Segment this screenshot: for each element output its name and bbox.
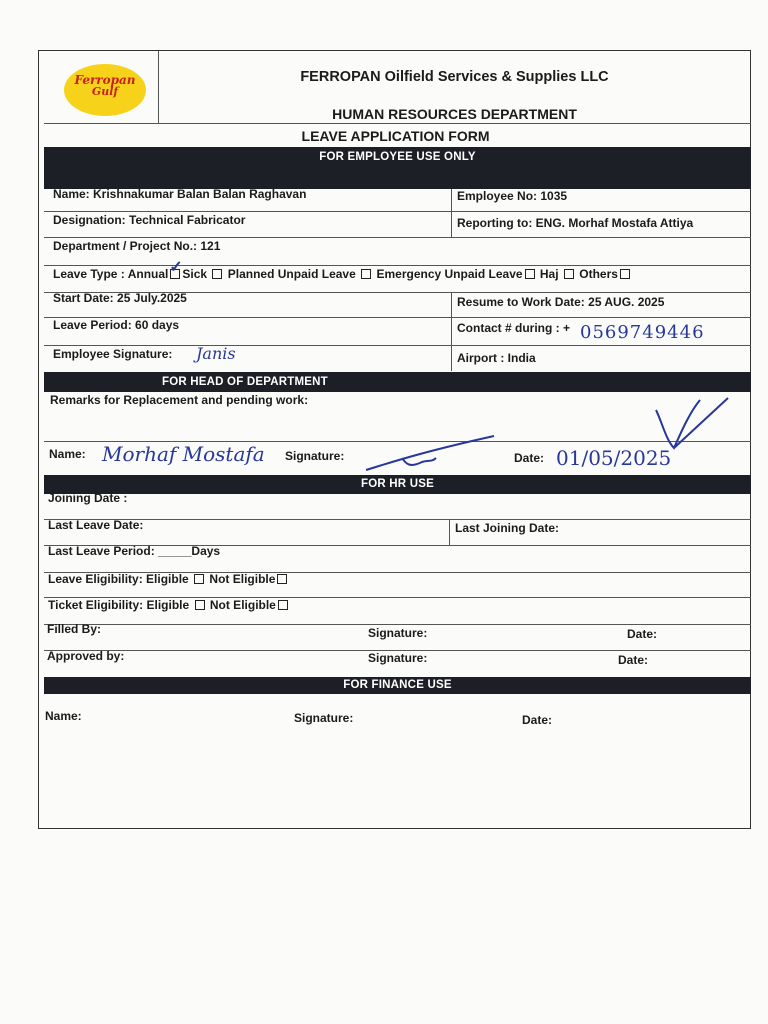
- leave-eligible-text: Eligible: [146, 572, 189, 586]
- leave-not-eligible-text: Not Eligible: [209, 572, 276, 586]
- hr-section-header: FOR HR USE: [44, 475, 751, 494]
- last-joining-date: Last Joining Date:: [455, 521, 560, 535]
- department-name: HUMAN RESOURCES DEPARTMENT: [332, 106, 577, 122]
- contact-number-handwritten: 0569749446: [580, 322, 705, 343]
- last-leave-period: Last Leave Period: _____Days: [48, 544, 221, 558]
- row-line: [44, 237, 751, 238]
- row-line: [44, 519, 751, 520]
- leave-type-label: Leave Type :: [53, 267, 125, 281]
- form-title: LEAVE APPLICATION FORM: [301, 128, 490, 144]
- emergency-unpaid-checkbox[interactable]: [525, 269, 535, 279]
- ticket-not-eligible-checkbox[interactable]: [278, 600, 288, 610]
- filled-by-date: Date:: [627, 627, 658, 641]
- row-line: [44, 345, 751, 346]
- ticket-not-eligible-text: Not Eligible: [209, 598, 276, 612]
- head-name-handwritten: Morhaf Mostafa: [102, 442, 265, 466]
- employee-section-header: FOR EMPLOYEE USE ONLY: [44, 147, 751, 189]
- head-signature-label: Signature:: [285, 449, 345, 463]
- leave-eligible-checkbox[interactable]: [194, 574, 204, 584]
- planned-unpaid-checkbox[interactable]: [361, 269, 371, 279]
- leave-type-row: [53, 257, 632, 281]
- leave-eligibility-row: [48, 572, 289, 586]
- leave-not-eligible-checkbox[interactable]: [277, 574, 287, 584]
- haj-checkbox[interactable]: [564, 269, 574, 279]
- designation: Designation: Technical Fabricator: [53, 213, 246, 227]
- employee-column-divider: [451, 189, 452, 238]
- airport: Airport : India: [457, 351, 536, 365]
- ticket-eligibility-label: Ticket Eligibility:: [48, 598, 144, 612]
- last-leave-date: Last Leave Date:: [48, 518, 144, 532]
- company-name: FERROPAN Oilfield Services & Supplies LLC: [300, 69, 609, 85]
- head-section-title: FOR HEAD OF DEPARTMENT: [162, 376, 328, 388]
- start-date: Start Date: 25 July.2025: [53, 291, 187, 305]
- approved-by: Approved by:: [47, 649, 125, 663]
- employee-signature-image: Janis: [196, 344, 236, 363]
- hr-column-divider: [449, 519, 450, 545]
- finance-signature: Signature:: [294, 711, 354, 725]
- head-section-header: [44, 372, 751, 392]
- finance-name: Name:: [45, 709, 82, 723]
- remarks-label: Remarks for Replacement and pending work:: [50, 393, 309, 407]
- employee-signature-label: Employee Signature:: [53, 347, 173, 361]
- head-signature-image: [362, 432, 498, 476]
- head-date-label: Date:: [514, 451, 545, 465]
- row-line: [44, 211, 751, 212]
- others-checkbox[interactable]: [620, 269, 630, 279]
- employee-column-divider-2: [451, 293, 452, 371]
- finance-date: Date:: [522, 713, 553, 727]
- joining-date: Joining Date :: [48, 491, 128, 505]
- logo-line2: Gulf: [91, 85, 119, 98]
- leave-option-planned-unpaid: Planned Unpaid Leave: [227, 267, 356, 281]
- ticket-eligibility-row: [48, 598, 290, 612]
- head-name-label: Name:: [49, 447, 86, 461]
- logo-line1: Ferropan: [74, 73, 136, 87]
- logo-text: [64, 74, 146, 98]
- row-line: [44, 624, 751, 625]
- filled-by-signature: Signature:: [368, 626, 428, 640]
- department-project: Department / Project No.: 121: [53, 239, 221, 253]
- annual-check-mark: ✓: [169, 257, 183, 276]
- leave-eligibility-label: Leave Eligibility:: [48, 572, 143, 586]
- ticket-eligible-text: Eligible: [146, 598, 190, 612]
- leave-option-sick: Sick: [182, 267, 208, 281]
- approved-by-signature: Signature:: [368, 651, 428, 665]
- leave-option-emergency-unpaid: Emergency Unpaid Leave: [376, 267, 523, 281]
- approved-by-date: Date:: [618, 653, 649, 667]
- leave-period: Leave Period: 60 days: [53, 318, 180, 332]
- filled-by: Filled By:: [47, 622, 102, 636]
- header-divider: [44, 123, 751, 124]
- leave-option-haj: Haj: [539, 267, 559, 281]
- contact-label: Contact # during : +: [457, 321, 571, 335]
- leave-option-others: Others: [579, 267, 618, 281]
- reporting-to: Reporting to: ENG. Morhaf Mostafa Attiya: [457, 216, 694, 230]
- employee-name: Name: Krishnakumar Balan Balan Raghavan: [53, 187, 307, 201]
- sick-checkbox[interactable]: [212, 269, 222, 279]
- ticket-eligible-checkbox[interactable]: [195, 600, 205, 610]
- resume-date: Resume to Work Date: 25 AUG. 2025: [457, 295, 665, 309]
- head-date-handwritten: 01/05/2025: [556, 446, 672, 470]
- row-line: [44, 265, 751, 266]
- employee-number: Employee No: 1035: [457, 189, 568, 203]
- finance-section-header: FOR FINANCE USE: [44, 677, 751, 694]
- annual-checkbox[interactable]: [169, 257, 183, 279]
- leave-option-annual: Annual: [127, 267, 169, 281]
